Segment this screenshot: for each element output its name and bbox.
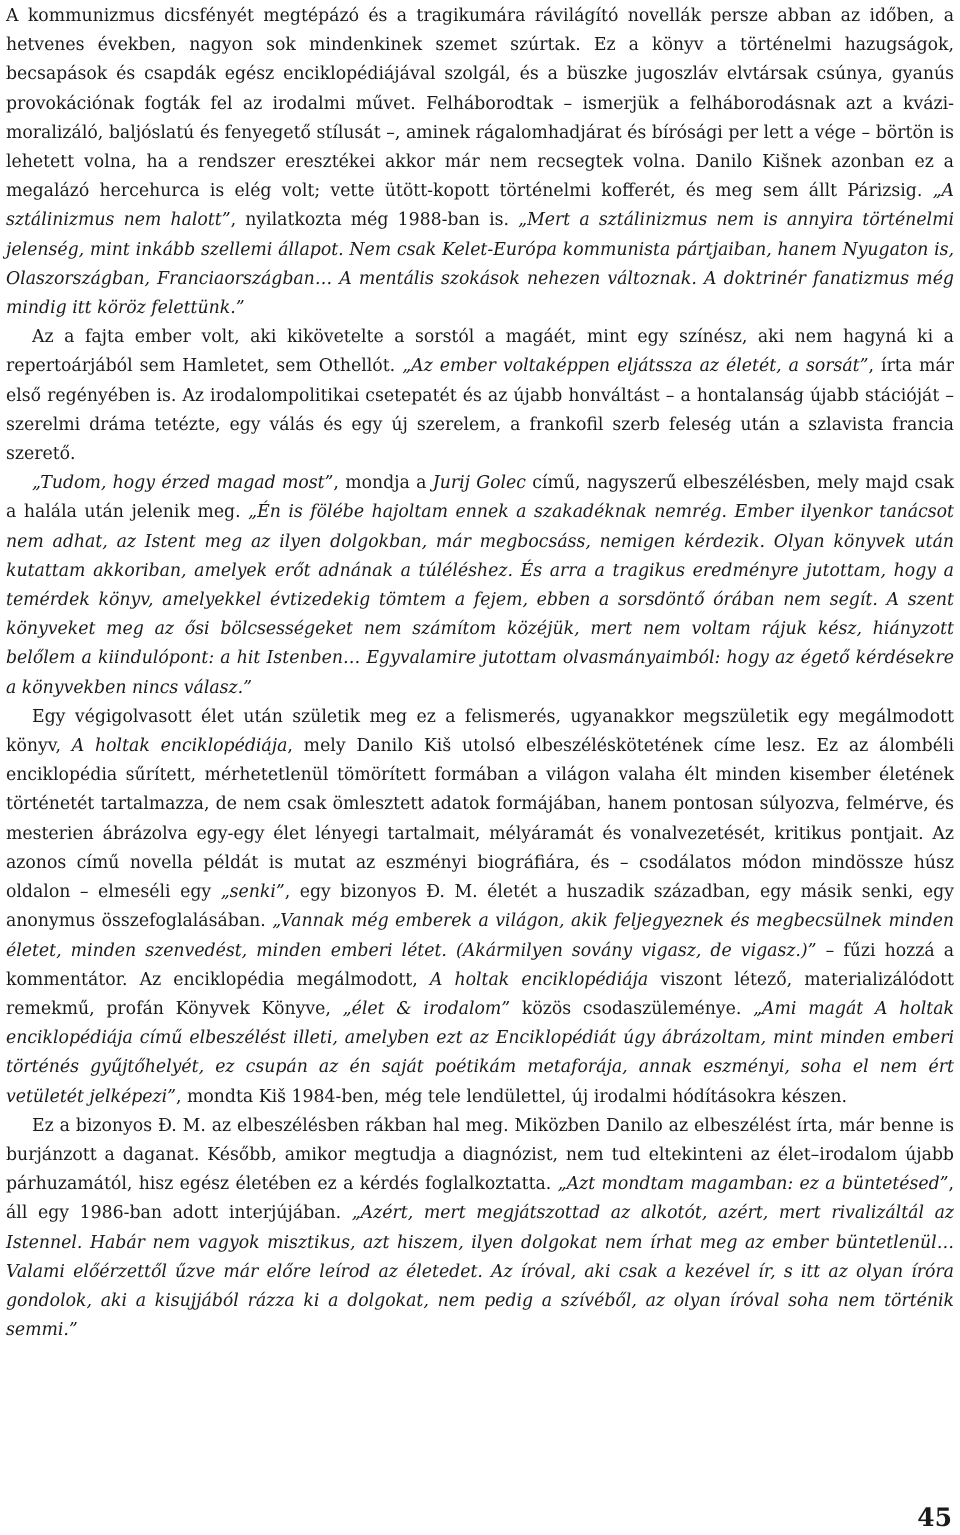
- italic-text-run: „Én is fölébe hajoltam ennek a szakadéknak nemrég. Ember ilyenkor tanácsot nem adhat, az Istent meg az ilyen dolgokban, már megbocsáss, nemigen kérdezik. Olyan könyvek után kutattam akkoriban, amelyek erőt adnának a túléléshez. És arra a tragikus eredményre jutottam, hogy a temérdek könyv, amelyekkel évtizedekig tömtem a fejem, ebben a sorsdöntő órában nem segít. A szent könyveket meg az ősi bölcsességeket nem számítom közéjük, mert nem voltam rájuk kész, hiányzott belőlem a kiindulópont: a hit Istenben… Egyvalamire jutottam olvasmányaimból: hogy az égető kérdésekre a könyvekben nincs válasz.”: [6, 502, 954, 698]
- paragraph: [6, 323, 954, 469]
- body-text: [6, 2, 954, 1345]
- text-run: , írta már első regényében is. Az irodalompolitikai csetepatét és az újabb honváltást – a hontalanság újabb stációját – szerelmi dráma tetézte, egy válás és egy új szerelem, a frankofil szerb feleség után a szlavista francia szerető.: [6, 356, 954, 465]
- italic-text-run: „Az ember voltaképpen eljátssza az életét, a sorsát”: [402, 356, 869, 377]
- paragraph: [6, 703, 954, 1112]
- italic-text-run: „senki”: [220, 882, 285, 903]
- paragraph: [6, 2, 954, 323]
- text-run: című, nagyszerű elbeszélésben, mely majd csak a halála után jelenik meg.: [6, 473, 955, 523]
- text-run: , mely Danilo Kiš utolsó elbeszéléskötetének címe lesz. Ez az álombéli enciklopédia sűrített, mérhetetlenül tömörített formában a világon valaha élt minden kisember életének történetét tartalmazza, de nem csak ömlesztett adatok formájában, hanem pontosan súlyozva, felmérve, és mesterien ábrázolva egy-egy élet lényegi tartalmait, mélyáramát és vonalvezetését, kritikus pontjait. Az azonos című novella példát is mutat az eszményi biográfiára, és – csodálatos módon mindössze húsz oldalon – elmeséli egy: [6, 736, 954, 903]
- italic-text-run: „Tudom, hogy érzed magad most”: [32, 473, 334, 494]
- text-run: , egy bizonyos Đ. M. életét a huszadik században, egy másik senki, egy anonymus összefoglalásában.: [6, 882, 954, 932]
- page-number: 45: [917, 1503, 952, 1532]
- text-run: Egy végigolvasott élet után születik meg ez a felismerés, ugyanakkor megszületik egy megálmodott könyv,: [6, 706, 954, 757]
- italic-text-run: „Azért, mert megjátszottad az alkotót, azért, mert rivalizáltál az Istennel. Habár nem vagyok misztikus, azt hiszem, ilyen dolgokat nem írhat meg az ember büntetlenül… Valami előérzettől űzve már előre leírod az életedet. Az íróval, aki csak a kezével ír, s itt az olyan íróra gondolok, aki a kisujjából rázza ki a dolgokat, nem pedig a szívéből, az olyan íróval soha nem történik semmi.”: [6, 1203, 955, 1341]
- text-run: , nyilatkozta még 1988-ban is.: [230, 210, 519, 231]
- italic-text-run: „Mert a sztálinizmus nem is annyira történelmi jelenség, mint inkább szellemi állapot. Nem csak Kelet-Európa kommunista pártjaiban, hanem Nyugaton is, Olaszországban, Franciaországban… A mentális szokások nehezen változnak. A doktrinér fanatizmus még mindig itt köröz felettünk.”: [6, 210, 954, 319]
- text-run: , mondja a: [333, 473, 433, 494]
- paragraph: [6, 1112, 954, 1346]
- text-run: A kommunizmus dicsfényét megtépázó és a tragikumára rávilágító novellák persze abban az időben, a hetvenes években, nagyon sok mindenkinek szemet szúrtak. Ez a könyv a történelmi hazugságok, becsapások és csapdák egész enciklopédiájával szolgál, és a büszke jugoszláv elvtársak csúnya, gyanús provokációnak fogták fel az irodalmi művet. Felháborodtak – ismerjük a felháborodásnak azt a kvázi-moralizáló, baljóslatú és fenyegető stílusát –, aminek rágalomhadjárat és bírósági per lett a vége – börtön is lehetett volna, ha a rendszer eresztékei akkor már nem recsegtek volna. Danilo Kišnek azonban ez a megalázó hercehurca is elég volt; vette ütött-kopott történelmi kofferét, és meg sem állt Párizsig.: [6, 6, 954, 202]
- text-run: – fűzi hozzá a kommentátor. Az enciklopédia megálmodott,: [6, 940, 955, 990]
- italic-text-run: „Azt mondtam magamban: ez a büntetésed”: [557, 1174, 949, 1195]
- paragraph: [6, 469, 954, 703]
- text-run: , mondta Kiš 1984-ben, még tele lendülettel, új irodalmi hódításokra készen.: [176, 1086, 847, 1107]
- text-run: közös csodaszüleménye.: [510, 998, 754, 1019]
- text-run: Az a fajta ember volt, aki kikövetelte a sorstól a magáét, mint egy színész, aki nem hagyná ki a repertoárjából sem Hamletet, sem Othellót.: [6, 327, 954, 377]
- italic-text-run: A holtak enciklopédiája: [429, 969, 649, 990]
- italic-text-run: „Vannak még emberek a világon, akik feljegyeznek és megbecsülnek minden életet, minden szenvedést, minden emberi létet. (Akármilyen sovány vigasz, de vigasz.)”: [6, 911, 954, 961]
- italic-text-run: „élet & irodalom”: [342, 998, 511, 1019]
- italic-text-run: A holtak enciklopédiája: [71, 736, 288, 757]
- italic-text-run: „A sztálinizmus nem halott”: [6, 181, 954, 231]
- text-run: viszont létező, materializálódott remekmű, profán Könyvek Könyve,: [6, 969, 954, 1019]
- italic-text-run: „Ami magát A holtak enciklopédiája című elbeszélést illeti, amelyben ezt az Enciklopédiát úgy ábrázoltam, mint minden emberi történés gyűjtőhelyét, ez csupán az én saját poétikám metaforája, annak eszményi, soha el nem ért vetületét jelképezi”: [6, 998, 954, 1107]
- text-run: Ez a bizonyos Đ. M. az elbeszélésben rákban hal meg. Miközben Danilo az elbeszélést írta, már benne is burjánzott a daganat. Később, amikor megtudja a diagnózist, nem tud eltekinteni az élet–irodalom újabb párhuzamától, hisz egész életében ez a kérdés foglalkoztatta.: [6, 1115, 954, 1195]
- text-run: , áll egy 1986-ban adott interjújában.: [6, 1174, 955, 1224]
- italic-text-run: Jurij Golec: [432, 473, 526, 494]
